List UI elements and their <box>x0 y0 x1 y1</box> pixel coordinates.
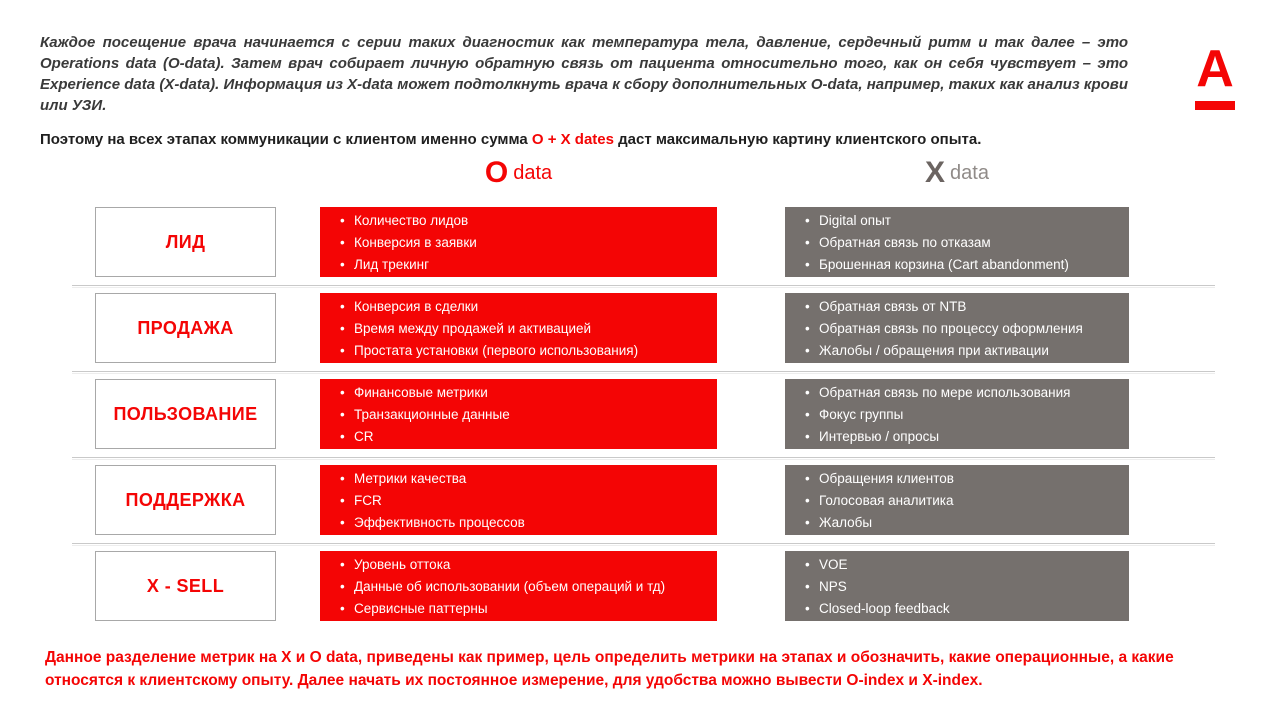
x-data-box <box>785 379 1129 449</box>
bullet-item: • Фокус группы <box>803 405 1121 424</box>
bullet-item: • VOE <box>803 555 1121 574</box>
column-header-x-data <box>785 156 1129 190</box>
alfa-bank-logo <box>1192 40 1238 110</box>
intro-paragraph: Каждое посещение врача начинается с серии таких диагностик как температура тела, давление, сердечный ритм и так далее – это Operations data (O-data). Затем врач собирает личную обратную связь от пациента относительно того, как он себя чувствует – это Experience data (X-data). Информация из X-data может подтолкнуть врача к сбору дополнительных O-data, например, таких как анализ крови или УЗИ. <box>40 34 1128 114</box>
stage-label: ПОДДЕРЖКА <box>125 489 246 510</box>
footer-note: Данное разделение метрик на X и O data, приведены как пример, цель определить метрики на этапах и обозначить, какие операционные, а какие относятся к клиентскому опыту. Далее начать их постоянное измерение, для удобства можно вывести O-index и X-index. <box>45 649 1174 689</box>
bullet-item: • CR <box>338 427 709 446</box>
stage-label: ПРОДАЖА <box>137 317 234 338</box>
bullet-item: • Жалобы / обращения при активации <box>803 341 1121 360</box>
column-header-o-data <box>320 156 717 190</box>
bullet-item: • Обратная связь по мере использования <box>803 383 1121 402</box>
stage-row <box>0 551 1280 621</box>
bullet-item: • Сервисные паттерны <box>338 599 709 618</box>
alfa-bank-letter: А <box>1196 40 1234 98</box>
bullet-item: • Уровень оттока <box>338 555 709 574</box>
o-data-box <box>320 379 717 449</box>
bullet-item: • Брошенная корзина (Cart abandonment) <box>803 255 1121 274</box>
bullet-item: • Обратная связь по процессу оформления <box>803 319 1121 338</box>
summary-text-after: даст максимальную картину клиентского опыта. <box>613 131 982 148</box>
bullet-item: • Обратная связь от NTB <box>803 297 1121 316</box>
stage-row <box>0 379 1280 449</box>
o-data-letter: O <box>484 156 509 189</box>
bullet-item: • Голосовая аналитика <box>803 491 1121 510</box>
row-divider <box>72 543 1215 544</box>
bullet-item: • Время между продажей и активацией <box>338 319 709 338</box>
bullet-item: • Финансовые метрики <box>338 383 709 402</box>
bullet-item: • Транзакционные данные <box>338 405 709 424</box>
o-data-box <box>320 465 717 535</box>
x-data-box <box>785 207 1129 277</box>
stage-row <box>0 465 1280 535</box>
o-data-box <box>320 551 717 621</box>
row-divider <box>72 371 1215 372</box>
o-data-box <box>320 293 717 363</box>
bullet-item: • Конверсия в заявки <box>338 233 709 252</box>
x-data-box <box>785 293 1129 363</box>
alfa-bank-underline <box>1195 101 1235 110</box>
bullet-item: • Digital опыт <box>803 211 1121 230</box>
x-data-box <box>785 465 1129 535</box>
stage-row <box>0 293 1280 363</box>
bullet-item: • Лид трекинг <box>338 255 709 274</box>
bullet-item: • FCR <box>338 491 709 510</box>
o-data-word: data <box>513 161 553 184</box>
bullet-item: • Простата установки (первого использования) <box>338 341 709 360</box>
x-data-box <box>785 551 1129 621</box>
stage-label-box <box>95 293 276 363</box>
x-data-word: data <box>950 161 989 184</box>
row-divider <box>72 457 1215 458</box>
summary-highlight: О + X dates <box>531 131 614 148</box>
bullet-item: • Конверсия в сделки <box>338 297 709 316</box>
row-divider <box>72 285 1215 286</box>
stage-row <box>0 207 1280 277</box>
summary-text-before: Поэтому на всех этапах коммуникации с клиентом именно сумма <box>40 131 532 148</box>
x-data-letter: X <box>925 156 946 189</box>
bullet-item: • Количество лидов <box>338 211 709 230</box>
stage-label-box <box>95 207 276 277</box>
bullet-item: • Эффективность процессов <box>338 513 709 532</box>
summary-paragraph <box>40 131 1140 148</box>
stage-label: X - SELL <box>146 575 225 596</box>
o-data-box <box>320 207 717 277</box>
bullet-item: • Жалобы <box>803 513 1121 532</box>
stage-label-box <box>95 379 276 449</box>
stage-label: ПОЛЬЗОВАНИЕ <box>113 403 258 424</box>
bullet-item: • Обращения клиентов <box>803 469 1121 488</box>
stage-label-box <box>95 551 276 621</box>
stage-label: ЛИД <box>165 231 206 252</box>
bullet-item: • Обратная связь по отказам <box>803 233 1121 252</box>
bullet-item: • Closed-loop feedback <box>803 599 1121 618</box>
metrics-matrix <box>0 207 1280 637</box>
stage-label-box <box>95 465 276 535</box>
bullet-item: • Метрики качества <box>338 469 709 488</box>
bullet-item: • Данные об использовании (объем операций и тд) <box>338 577 709 596</box>
bullet-item: • Интервью / опросы <box>803 427 1121 446</box>
bullet-item: • NPS <box>803 577 1121 596</box>
